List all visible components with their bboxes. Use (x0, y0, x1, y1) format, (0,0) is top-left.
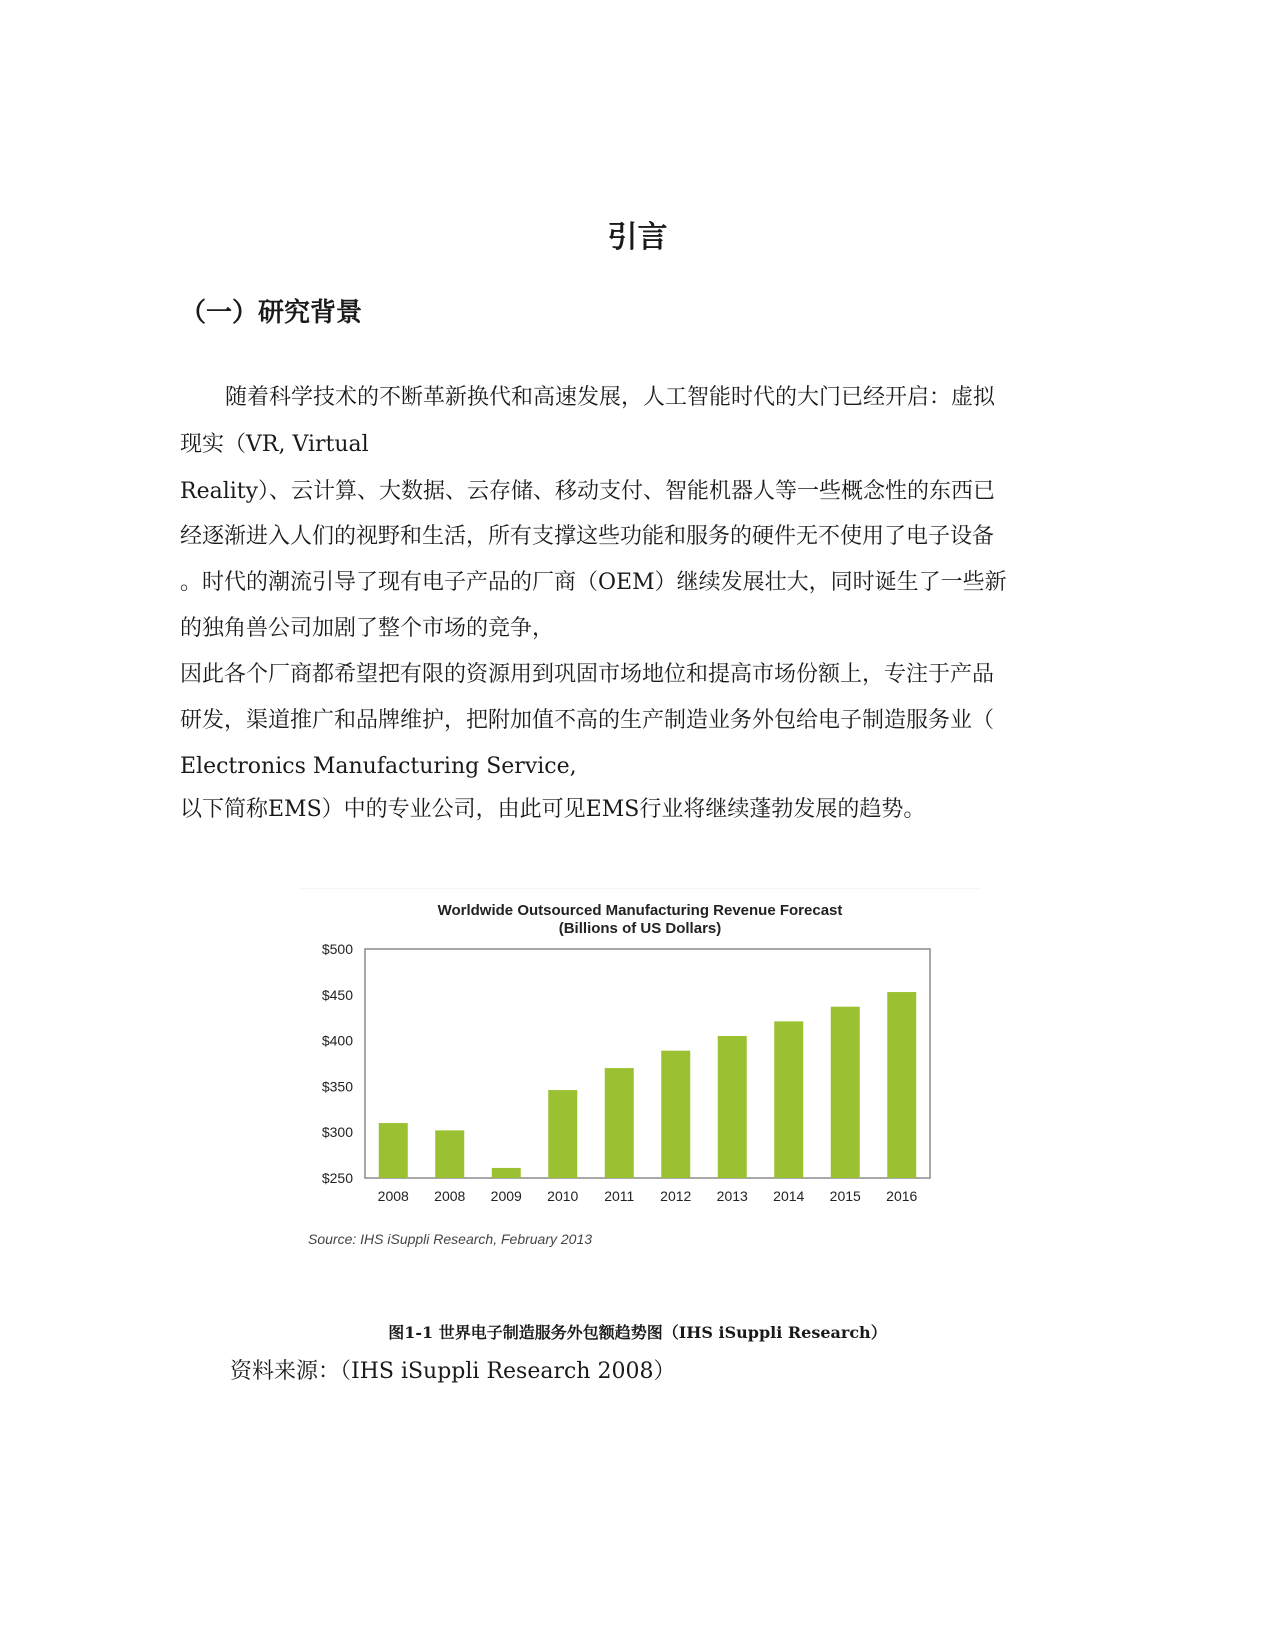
x-tick-label: 2009 (490, 1188, 522, 1204)
page-title: 引言 (607, 220, 668, 255)
paragraph-line: Electronics Manufacturing Service, (180, 754, 577, 779)
section-heading: （一）研究背景 (180, 298, 363, 328)
paragraph-line: 现实（VR, Virtual (180, 432, 369, 457)
chart-title: Worldwide Outsourced Manufacturing Revenue Forecast (437, 902, 843, 919)
bar-2008 (435, 1130, 464, 1178)
y-tick-label: $300 (321, 1124, 353, 1141)
x-tick-label: 2016 (886, 1188, 918, 1204)
y-tick-label: $500 (321, 941, 353, 957)
chart-subtitle: (Billions of US Dollars) (558, 920, 722, 937)
paragraph-line: 。时代的潮流引导了现有电子产品的厂商（OEM）继续发展壮大，同时诞生了一些新 (180, 570, 1007, 595)
x-tick-label: 2010 (547, 1188, 579, 1204)
revenue-chart-svg (300, 888, 980, 1278)
bar-2015 (831, 1007, 860, 1178)
y-tick-label: $450 (321, 986, 353, 1003)
y-tick-label: $250 (321, 1170, 353, 1186)
paragraph-line: 的独角兽公司加剧了整个市场的竞争， (180, 616, 555, 641)
revenue-chart (300, 888, 980, 1278)
paragraph-line: 因此各个厂商都希望把有限的资源用到巩固市场地位和提高市场份额上，专注于产品 (180, 662, 995, 687)
paragraph-line: 研发，渠道推广和品牌维护，把附加值不高的生产制造业务外包给电子制造服务业（ (180, 708, 995, 733)
x-tick-label: 2015 (829, 1188, 861, 1204)
bar-2013 (718, 1036, 747, 1178)
bar-2009 (492, 1168, 521, 1178)
bar-2010 (548, 1090, 577, 1178)
paragraph-line: 随着科学技术的不断革新换代和高速发展，人工智能时代的大门已经开启：虚拟 (225, 385, 996, 410)
figure-caption: 图1-1 世界电子制造服务外包额趋势图（IHS iSuppli Research） (388, 1323, 887, 1342)
bar-2008 (379, 1123, 408, 1178)
y-tick-label: $400 (321, 1032, 353, 1049)
x-tick-label: 2014 (773, 1188, 805, 1204)
bar-2016 (887, 992, 916, 1178)
x-tick-label: 2008 (434, 1188, 466, 1204)
paragraph-line: 以下简称EMS）中的专业公司，由此可见EMS行业将继续蓬勃发展的趋势。 (180, 797, 926, 822)
x-tick-label: 2013 (716, 1188, 748, 1204)
chart-source: Source: IHS iSuppli Research, February 2013 (308, 1231, 593, 1247)
x-tick-label: 2008 (377, 1188, 409, 1204)
paragraph-line: Reality）、云计算、大数据、云存储、移动支付、智能机器人等一些概念性的东西已 (180, 479, 996, 504)
bar-2011 (605, 1068, 634, 1178)
y-tick-label: $350 (321, 1078, 353, 1095)
source-note: 资料来源：（IHS iSuppli Research 2008） (230, 1359, 676, 1384)
x-tick-label: 2012 (660, 1188, 692, 1204)
x-tick-label: 2011 (604, 1188, 635, 1204)
bar-2012 (661, 1051, 690, 1178)
bar-2014 (774, 1021, 803, 1178)
paragraph-line: 经逐渐进入人们的视野和生活，所有支撑这些功能和服务的硬件无不使用了电子设备 (180, 524, 995, 549)
